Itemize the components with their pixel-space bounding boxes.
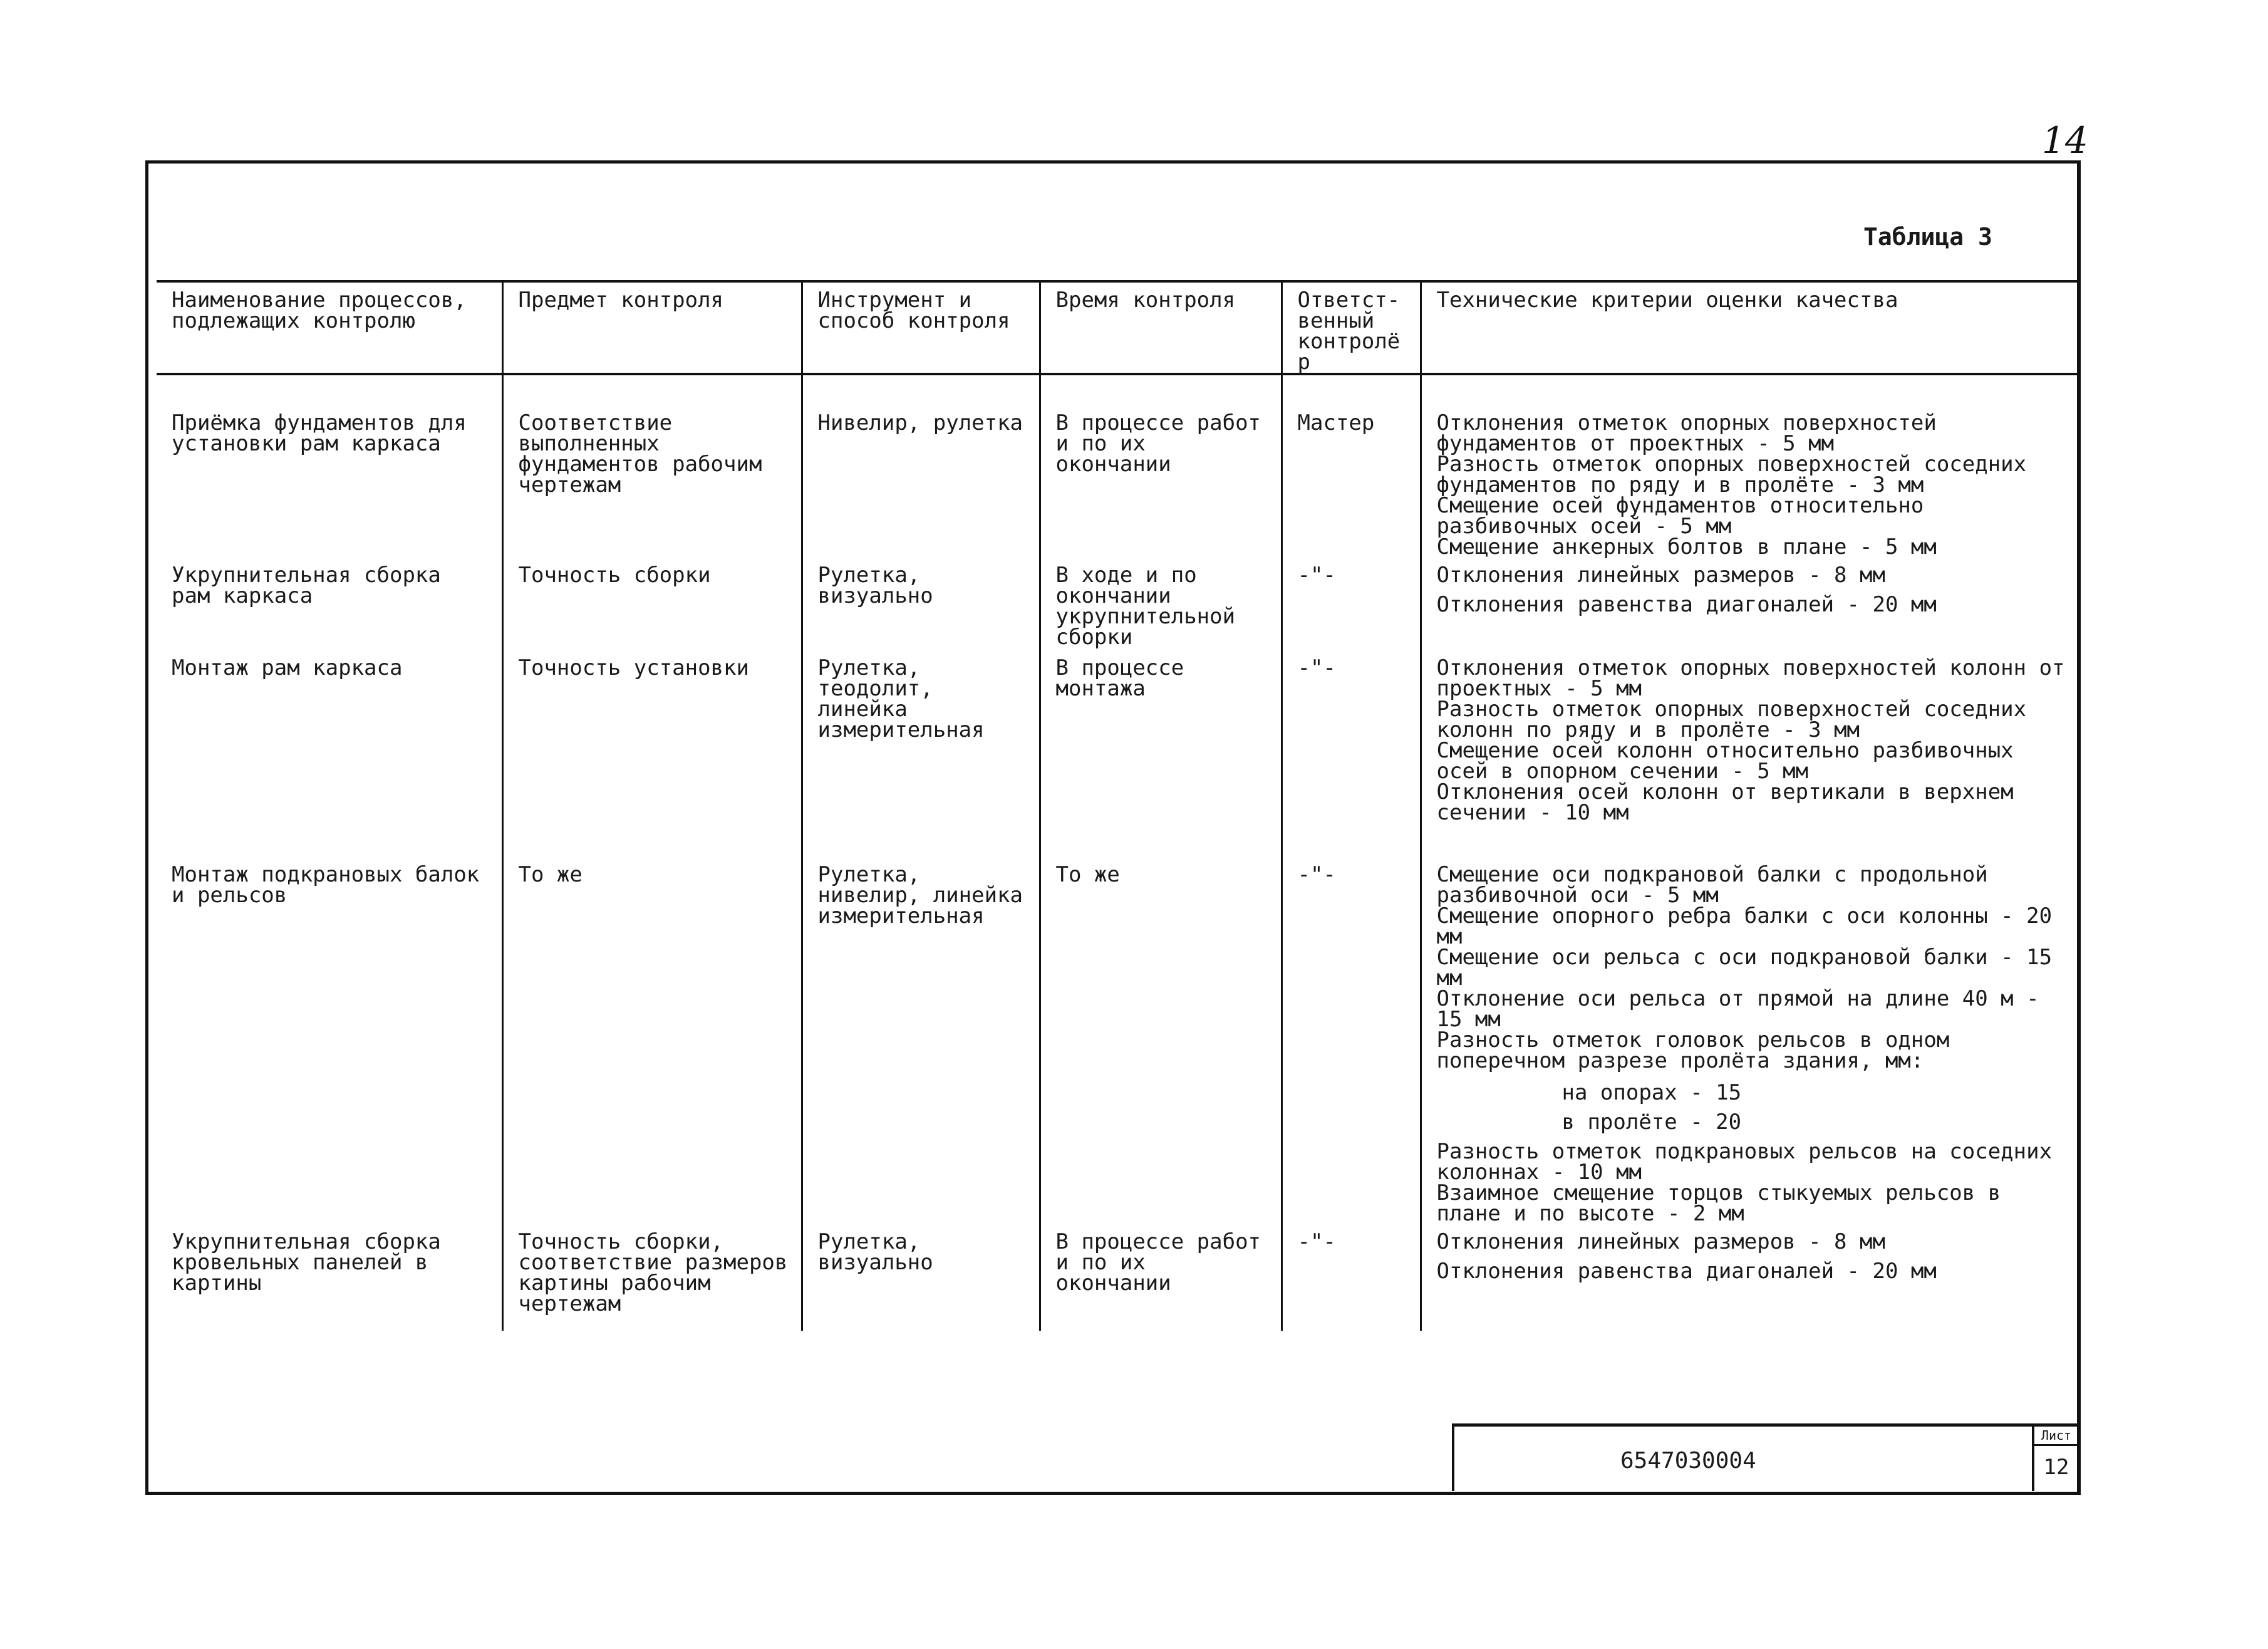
criteria-cell	[1421, 650, 2079, 857]
title-block-stamp	[1452, 1423, 2078, 1491]
responsible-cell: -"-	[1282, 857, 1421, 1224]
criterion: Разность отметок головок рельсов в одном поперечном разрезе пролёта здания, мм:	[1436, 1027, 1950, 1073]
criterion: Отклонения осей колонн от вертикали в верхнем сечении - 10 мм	[1436, 779, 2014, 825]
column-header: Время контроля	[1040, 281, 1282, 374]
tool-cell: Рулетка, нивелир, линейка измерительная	[802, 857, 1040, 1224]
process-cell: Приёмка фундаментов для установки рам каркаса	[172, 410, 467, 456]
table-title: Таблица 3	[1863, 223, 1992, 251]
subject-cell: Точность установки	[502, 650, 802, 857]
process-cell: Монтаж рам каркаса	[172, 655, 403, 680]
criterion: Отклонение оси рельса от прямой на длине 40 м - 15 мм	[1436, 986, 2039, 1032]
criteria-cell	[1421, 1224, 2079, 1331]
tool-cell: Рулетка, теодолит, линейка измерительная	[802, 650, 1040, 857]
criterion: Смещение осей фундаментов относительно разбивочных осей - 5 мм	[1436, 493, 1924, 539]
criterion: Отклонения отметок опорных поверхностей фундаментов от проектных - 5 мм	[1436, 410, 1937, 456]
criterion: Отклонения линейных размеров - 8 мм	[1436, 563, 1885, 588]
criterion: Смещение оси подкрановой балки с продольной разбивочной оси - 5 мм	[1436, 862, 1988, 908]
table-header-row	[157, 281, 2079, 374]
criterion: Разность отметок опорных поверхностей соседних колонн по ряду и в пролёте - 3 мм	[1436, 697, 2027, 742]
process-cell: Монтаж подкрановых балок и рельсов	[172, 862, 480, 908]
page-number-handwritten: 14	[2042, 119, 2088, 162]
criterion: Смещение анкерных болтов в плане - 5 мм	[1436, 534, 1937, 559]
sheet-box	[2032, 1427, 2078, 1491]
responsible-cell: -"-	[1282, 558, 1421, 650]
column-header: Инструмент и способ контроля	[802, 281, 1040, 374]
criterion: Отклонения равенства диагоналей - 20 мм	[1436, 592, 1937, 617]
time-cell: В процессе монтажа	[1040, 650, 1282, 857]
tool-cell: Нивелир, рулетка	[802, 374, 1040, 558]
column-header: Наименование процессов, подлежащих контролю	[172, 288, 467, 333]
process-cell: Укрупнительная сборка рам каркаса	[172, 563, 441, 608]
subject-cell: Точность сборки, соответствие размеров картины рабочим чертежам	[502, 1224, 802, 1331]
responsible-cell: -"-	[1282, 1224, 1421, 1331]
criterion: Отклонения равенства диагоналей - 20 мм	[1436, 1259, 1937, 1284]
subject-cell: Соответствие выполненных фундаментов рабочим чертежам	[502, 374, 802, 558]
table-row	[157, 650, 2079, 857]
table-row	[157, 1224, 2079, 1331]
responsible-cell: Мастер	[1282, 374, 1421, 558]
criteria-cell	[1421, 857, 2079, 1224]
time-cell: В процессе работ и по их окончании	[1040, 374, 1282, 558]
tool-cell: Рулетка, визуально	[802, 1224, 1040, 1331]
table-row	[157, 857, 2079, 1224]
time-cell: В ходе и по окончании укрупнительной сборки	[1040, 558, 1282, 650]
column-header: Предмет контроля	[502, 281, 802, 374]
criterion: Смещение опорного ребра балки с оси колонны - 20 мм	[1436, 903, 2053, 949]
subject-cell: То же	[502, 857, 802, 1224]
criteria-cell	[1421, 558, 2079, 650]
criterion: Отклонения отметок опорных поверхностей колонн от проектных - 5 мм	[1436, 655, 2065, 701]
table-row	[157, 558, 2079, 650]
criterion: Смещение осей колонн относительно разбивочных осей в опорном сечении - 5 мм	[1436, 738, 2014, 784]
quality-control-table	[157, 280, 2079, 1331]
criteria-cell	[1421, 374, 2079, 558]
time-cell: В процессе работ и по их окончании	[1040, 1224, 1282, 1331]
sheet-number: 12	[2043, 1455, 2069, 1480]
tool-cell: Рулетка, визуально	[802, 558, 1040, 650]
criterion: Разность отметок опорных поверхностей соседних фундаментов по ряду и в пролёте - 3 мм	[1436, 452, 2027, 497]
responsible-cell: -"-	[1282, 650, 1421, 857]
criterion: Смещение оси рельса с оси подкрановой балки - 15 мм	[1436, 945, 2053, 991]
sheet-label: Лист	[2034, 1427, 2078, 1446]
document-number: 6547030004	[1620, 1448, 1756, 1474]
table-row	[157, 374, 2079, 558]
criterion: Отклонения линейных размеров - 8 мм	[1436, 1229, 1885, 1254]
process-cell: Укрупнительная сборка кровельных панелей в картины	[172, 1229, 441, 1296]
criterion: Взаимное смещение торцов стыкуемых рельсов в плане и по высоте - 2 мм	[1436, 1180, 2001, 1226]
subject-cell: Точность сборки	[502, 558, 802, 650]
criterion: на опорах - 15	[1561, 1080, 1742, 1105]
criterion: в пролёте - 20	[1561, 1110, 1742, 1135]
column-header: Технические критерии оценки качества	[1421, 281, 2079, 374]
column-header: Ответст-венный контролёр	[1282, 281, 1421, 374]
criterion: Разность отметок подкрановых рельсов на соседних колоннах - 10 мм	[1436, 1139, 2053, 1185]
time-cell: То же	[1040, 857, 1282, 1224]
